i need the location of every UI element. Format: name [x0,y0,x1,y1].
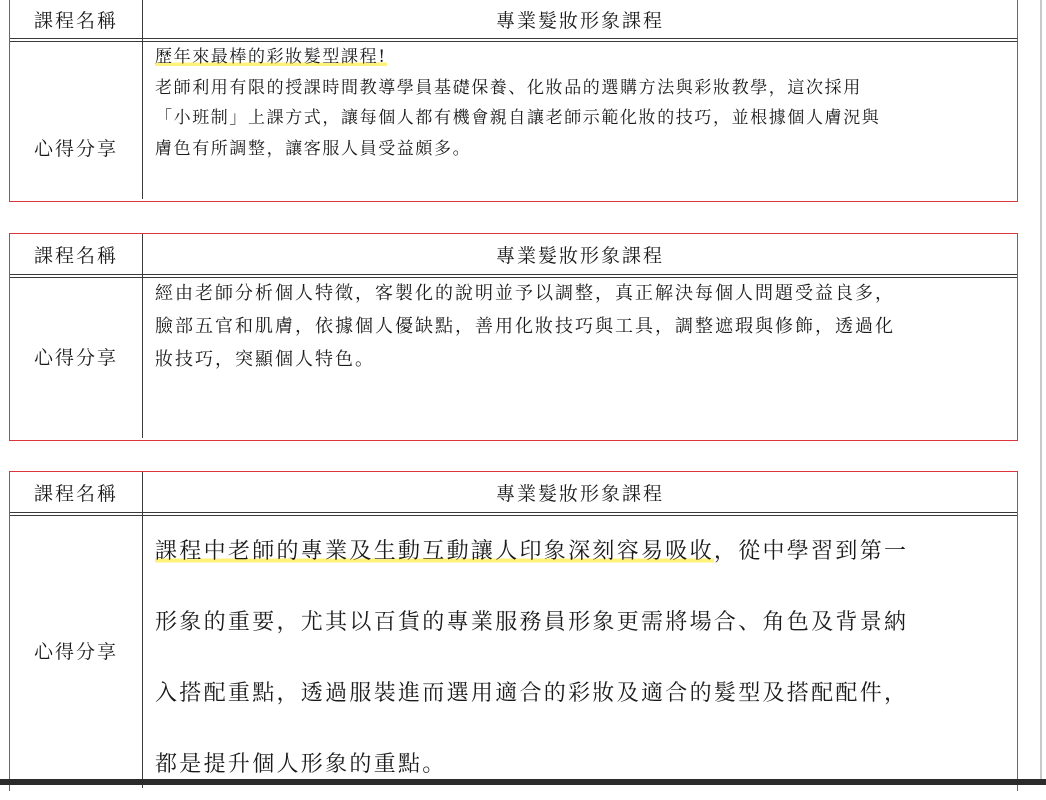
course-name-row [10,0,1017,39]
review-card-3 [9,471,1018,791]
share-line: 經由老師分析個人特徵，客製化的說明並予以調整，真正解決每個人問題受益良多， [155,283,895,304]
course-name-row [10,234,1017,274]
highlight-text: 課程中老師的專業及生動互動讓人印象深刻容易吸收 [155,539,714,564]
page-edge-divider [1040,0,1042,779]
share-row [10,39,1017,199]
share-line: 都是提升個人形象的重點。 [155,752,447,777]
share-line: 妝技巧，突顯個人特色。 [155,349,375,370]
course-title: 專業髮妝形象課程 [495,482,664,505]
share-line: 形象的重要，尤其以百貨的專業服務員形象更需將場合、角色及背景納 [155,610,909,635]
highlight-text: 歷年來最棒的彩妝髮型課程! [155,47,387,67]
bottom-divider [0,779,1046,785]
course-name-row [10,472,1017,512]
share-row [10,512,1017,788]
review-card-1 [9,0,1018,202]
share-line: 「小班制」上課方式，讓每個人都有機會親自讓老師示範化妝的技巧，並根據個人膚況與 [155,108,881,128]
course-title: 專業髮妝形象課程 [495,9,664,32]
course-name-label: 課程名稱 [10,0,143,39]
share-text [143,39,1017,199]
share-label: 心得分享 [10,274,143,438]
share-line: 老師利用有限的授課時間教導學員基礎保養、化妝品的選購方法與彩妝教學，這次採用 [155,77,862,98]
share-line: 膚色有所調整，讓客服人員受益頗多。 [155,138,472,159]
share-line: 臉部五官和肌膚，依據個人優缺點，善用化妝技巧與工具，調整遮瑕與修飾，透過化 [155,316,895,337]
share-row [10,274,1017,438]
course-name-label: 課程名稱 [10,234,143,274]
course-title: 專業髮妝形象課程 [495,244,664,267]
share-label: 心得分享 [10,39,143,199]
share-line-rest: ，從中學習到第一 [713,539,909,564]
share-text [143,274,1017,438]
course-name-label: 課程名稱 [10,472,143,512]
share-text [143,512,1017,788]
review-card-2 [9,233,1018,441]
share-label: 心得分享 [10,512,143,788]
share-line: 入搭配重點，透過服裝進而選用適合的彩妝及適合的髮型及搭配配件， [155,681,909,706]
